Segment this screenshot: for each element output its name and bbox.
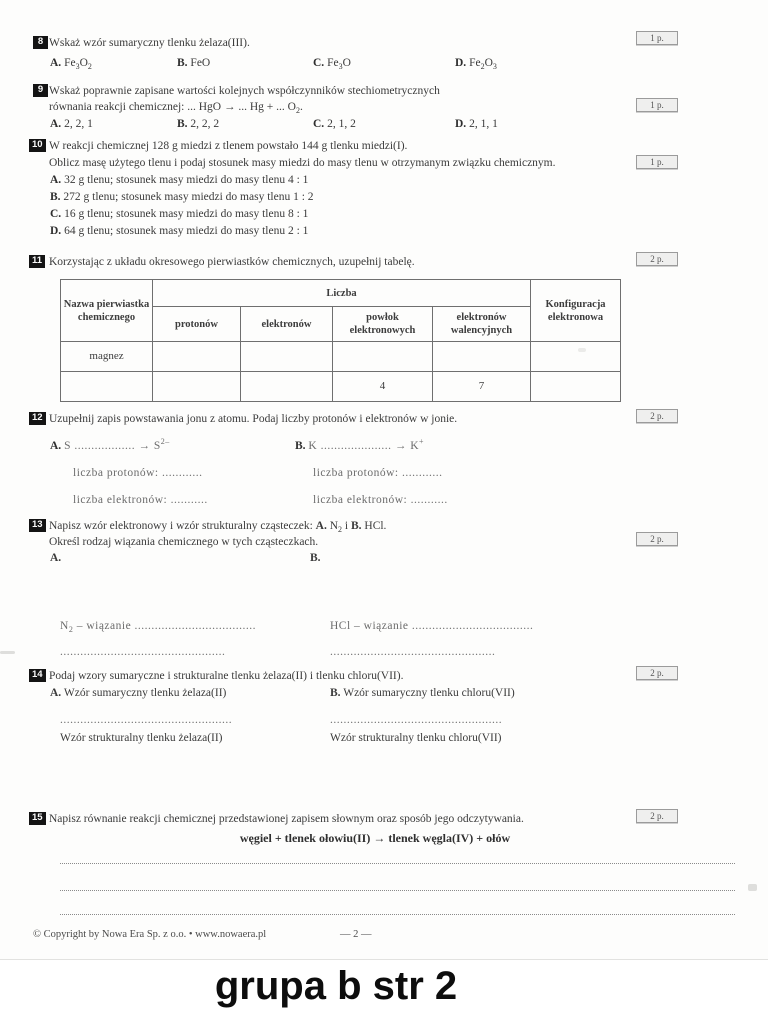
option-value: $Fe_3O_2$	[64, 57, 92, 71]
table-cell: 7	[433, 372, 531, 402]
question-13-text-line1: Napisz wzór elektronowy i wzór strukturalny cząsteczek: A. $N_2$ i B. HCl.	[49, 520, 387, 534]
question-8-option-d	[455, 55, 497, 71]
table-header-element-name: Nazwa pierwiastka chemicznego	[61, 280, 153, 342]
table-cell: 4	[333, 372, 433, 402]
scan-artifact	[578, 348, 586, 352]
question-9-points-badge: 1 p.	[636, 98, 678, 112]
table-cell	[153, 372, 241, 402]
question-10-text-line1: W reakcji chemicznej 128 g miedzi z tlenem powstało 144 g tlenku miedzi(I).	[49, 140, 408, 152]
question-9-option-c	[313, 116, 356, 132]
question-13-part-b-label: B.	[310, 552, 321, 564]
question-11-number: 11	[29, 255, 45, 268]
answer-dots-a: .................................................	[60, 646, 226, 658]
question-9-option-d	[455, 116, 498, 132]
question-9-text-line1: Wskaż poprawnie zapisane wartości kolejnych współczynników stechiometrycznych	[49, 85, 440, 97]
option-letter: D.	[50, 225, 62, 237]
option-letter: D.	[455, 118, 467, 130]
question-14-struct-label-b: Wzór strukturalny tlenku chloru(VII)	[330, 732, 502, 744]
formula-blank-a: ...................................................	[60, 714, 233, 726]
table-cell: magnez	[61, 342, 153, 372]
answer-line-1	[60, 862, 735, 864]
word-equation: węgiel + tlenek ołowiu(II) → tlenek węgla(IV) + ołów	[239, 831, 511, 845]
table-row	[61, 372, 621, 402]
option-letter: C.	[50, 208, 62, 220]
question-8-points-badge: 1 p.	[636, 31, 678, 45]
table-cell	[241, 372, 333, 402]
table-cell	[241, 342, 333, 372]
question-11-table	[60, 279, 621, 402]
bond-type-blank-a: $N_2$ – wiązanie ....................................	[60, 620, 257, 634]
option-value: 2, 1, 1	[469, 118, 498, 130]
option-letter: A.	[50, 440, 62, 452]
ion-expression-a: S .................. → $S^{2-}$	[64, 437, 170, 452]
question-13-part-a-label: A.	[50, 552, 62, 564]
table-subheader-protons: protonów	[153, 307, 241, 342]
question-14-part-a-header: A. Wzór sumaryczny tlenku żelaza(II)	[50, 687, 227, 699]
answer-line-3	[60, 913, 735, 915]
question-14-text: Podaj wzory sumaryczne i strukturalne tlenku żelaza(II) i tlenku chloru(VII).	[49, 670, 404, 682]
table-row	[61, 342, 621, 372]
question-10-option-c	[50, 206, 308, 222]
scan-artifact	[748, 884, 757, 891]
option-letter: B.	[177, 57, 188, 69]
option-value: 32 g tlenu; stosunek masy miedzi do masy tlenu 4 : 1	[64, 174, 309, 186]
protons-blank-b: liczba protonów: ............	[313, 467, 443, 479]
question-15-text: Napisz równanie reakcji chemicznej przedstawionej zapisem słownym oraz sposób jego odczytywania.	[49, 813, 524, 825]
question-8-option-b	[177, 55, 210, 71]
question-8-option-a	[50, 55, 92, 71]
question-12-part-a	[50, 438, 170, 454]
question-10-text-line2: Oblicz masę użytego tlenu i podaj stosunek masy miedzi do masy tlenu w otrzymanym związku chemicznym.	[49, 157, 556, 169]
option-letter: D.	[455, 57, 467, 69]
question-9-text-line2: równania reakcji chemicznej: ... HgO → ... Hg + ... $O_2$.	[49, 101, 303, 115]
option-value: 2, 2, 1	[64, 118, 93, 130]
option-letter: A.	[50, 174, 62, 186]
option-letter: B.	[50, 191, 61, 203]
option-letter: B.	[295, 440, 306, 452]
question-13-text-line2: Określ rodzaj wiązania chemicznego w tych cząsteczkach.	[49, 536, 319, 548]
table-cell	[531, 342, 621, 372]
page-number: — 2 —	[340, 929, 372, 940]
question-9-option-b	[177, 116, 219, 132]
answer-line-2	[60, 889, 735, 891]
question-13-number: 13	[29, 519, 46, 532]
option-letter: C.	[313, 57, 325, 69]
protons-blank-a: liczba protonów: ............	[73, 467, 203, 479]
option-letter: A.	[50, 57, 62, 69]
scan-artifact	[0, 651, 15, 654]
electrons-blank-b: liczba elektronów: ...........	[313, 494, 448, 506]
question-14-points-badge: 2 p.	[636, 666, 678, 680]
table-cell	[61, 372, 153, 402]
option-letter: A.	[50, 118, 62, 130]
question-9-number: 9	[33, 84, 48, 97]
option-value: 2, 1, 2	[327, 118, 356, 130]
table-header-liczba: Liczba	[153, 280, 531, 307]
question-14-part-b-header: B. Wzór sumaryczny tlenku chloru(VII)	[330, 687, 515, 699]
option-letter: B.	[177, 118, 188, 130]
bond-type-blank-b: HCl – wiązanie ....................................	[330, 620, 534, 632]
option-value: FeO	[190, 57, 211, 69]
question-11-text: Korzystając z układu okresowego pierwiastków chemicznych, uzupełnij tabelę.	[49, 256, 415, 268]
question-14-number: 14	[29, 669, 46, 682]
answer-dots-b: .................................................	[330, 646, 496, 658]
question-10-number: 10	[29, 139, 46, 152]
option-value: 272 g tlenu; stosunek masy miedzi do masy tlenu 1 : 2	[63, 191, 314, 203]
question-8-text: Wskaż wzór sumaryczny tlenku żelaza(III).	[49, 37, 250, 49]
caption-group-label: grupa b str 2	[214, 964, 458, 1008]
question-10-option-d	[50, 223, 308, 239]
question-10-option-a	[50, 172, 308, 188]
table-cell	[333, 342, 433, 372]
table-subheader-electrons: elektronów	[241, 307, 333, 342]
question-12-part-b	[295, 438, 424, 454]
table-cell	[153, 342, 241, 372]
question-10-option-b	[50, 189, 314, 205]
question-12-text: Uzupełnij zapis powstawania jonu z atomu. Podaj liczby protonów i elektronów w jonie.	[49, 413, 458, 425]
formula-blank-b: ...................................................	[330, 714, 503, 726]
question-11-points-badge: 2 p.	[636, 252, 678, 266]
question-8-number: 8	[33, 36, 48, 49]
electrons-blank-a: liczba elektronów: ...........	[73, 494, 208, 506]
option-letter: C.	[313, 118, 325, 130]
question-15-number: 15	[29, 812, 46, 825]
question-12-points-badge: 2 p.	[636, 409, 678, 423]
question-8-option-c	[313, 55, 351, 71]
question-12-number: 12	[29, 412, 46, 425]
table-cell	[433, 342, 531, 372]
question-9-option-a	[50, 116, 93, 132]
copyright-text: © Copyright by Nowa Era Sp. z o.o. • www.nowaera.pl	[33, 929, 267, 940]
question-13-points-badge: 2 p.	[636, 532, 678, 546]
option-value: $Fe_2O_3$	[469, 57, 497, 71]
option-value: $Fe_3O$	[327, 57, 351, 71]
table-header-configuration: Konfiguracja elektronowa	[531, 280, 621, 342]
ion-expression-b: K ..................... → K+	[308, 437, 425, 452]
table-subheader-valence: elektronów walencyjnych	[433, 307, 531, 342]
table-cell	[531, 372, 621, 402]
table-subheader-shells: powłok elektronowych	[333, 307, 433, 342]
question-10-points-badge: 1 p.	[636, 155, 678, 169]
question-14-struct-label-a: Wzór strukturalny tlenku żelaza(II)	[60, 732, 223, 744]
option-value: 2, 2, 2	[190, 118, 220, 130]
question-15-points-badge: 2 p.	[636, 809, 678, 823]
option-value: 16 g tlenu; stosunek masy miedzi do masy tlenu 8 : 1	[64, 208, 309, 220]
option-value: 64 g tlenu; stosunek masy miedzi do masy tlenu 2 : 1	[64, 225, 309, 237]
